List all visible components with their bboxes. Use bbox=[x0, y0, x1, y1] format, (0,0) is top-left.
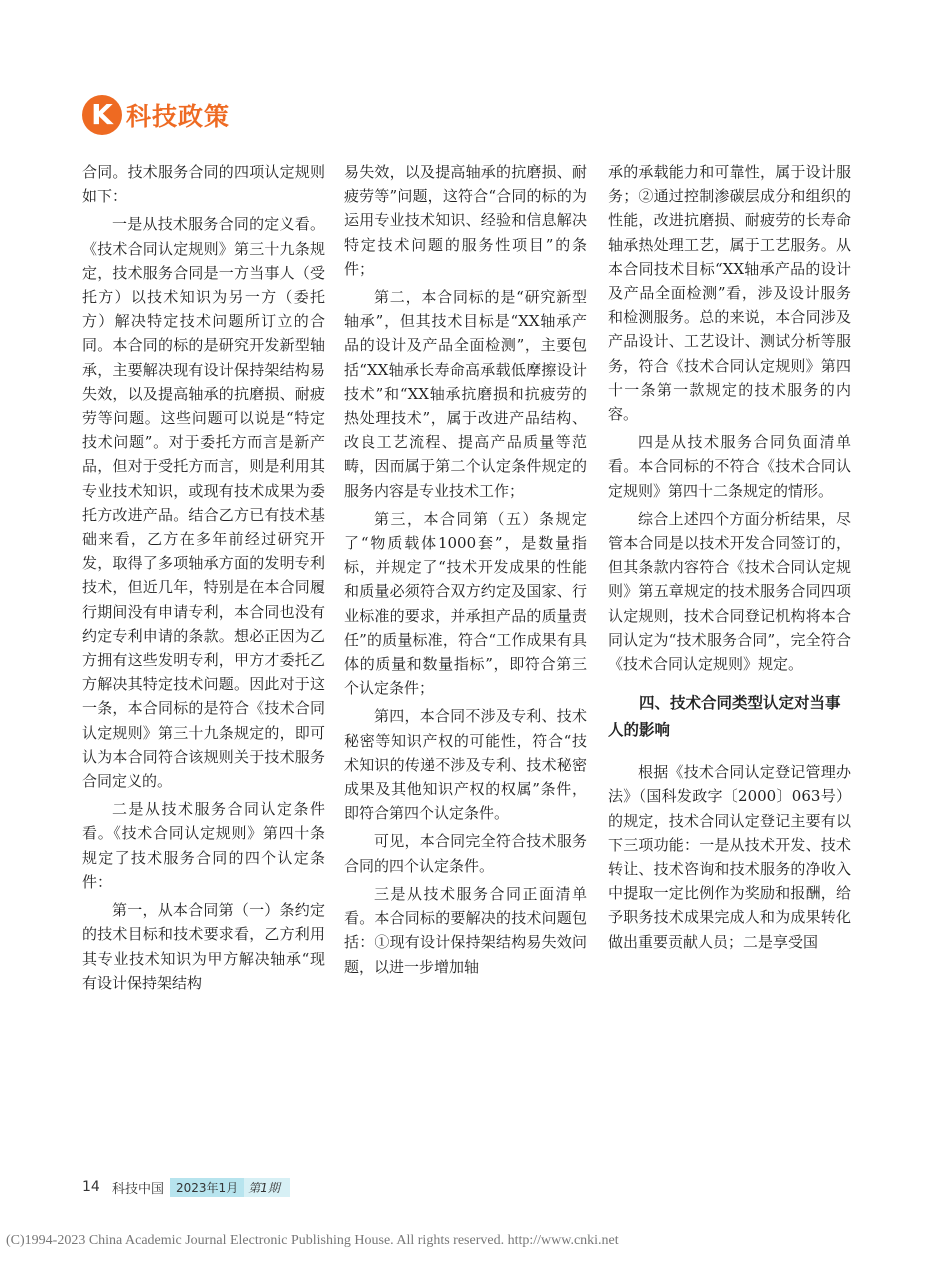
text-column-1 bbox=[82, 160, 325, 999]
paragraph: 三是从技术服务合同正面清单看。本合同标的要解决的技术问题包括：①现有设计保持架结构易失效问题，以进一步增加轴 bbox=[344, 884, 587, 976]
paragraph: 第四，本合同不涉及专利、技术秘密等知识产权的可能性，符合“技术知识的传递不涉及专利、技术秘密成果及其他知识产权的权属”条件，即符合第四个认定条件。 bbox=[344, 707, 587, 823]
page-number: 14 bbox=[82, 1179, 100, 1195]
paragraph: 二是从技术服务合同认定条件看。《技术合同认定规则》第四十条规定了技术服务合同的四个认定条件： bbox=[82, 800, 325, 891]
issue-number: 第1期 bbox=[244, 1178, 290, 1197]
paragraph: 可见，本合同完全符合技术服务合同的四个认定条件。 bbox=[344, 832, 587, 875]
journal-section-logo bbox=[82, 94, 230, 136]
paragraph: 根据《技术合同认定登记管理办法》（国科发政字〔2000〕063号）的规定，技术合同认定登记主要有以下三项功能：一是从技术开发、技术转让、技术咨询和技术服务的净收入中提取一定比例作为奖励和报酬，给予职务技术成果完成人和为成果转化做出重要贡献人员；二是享受国 bbox=[608, 763, 851, 951]
section-heading: 四、技术合同类型认定对当事人的影响 bbox=[608, 694, 841, 740]
paragraph: 第二，本合同标的是“研究新型轴承”，但其技术目标是“XX轴承产品的设计及产品全面检测”，主要包括“XX轴承长寿命高承载低摩擦设计技术”和“XX轴承抗磨损和抗疲劳的热处理技术”，属于改进产品结构、改良工艺流程、提高产品质量等范畴，因而属于第二个认定条件规定的服务内容是专业技术工作； bbox=[344, 288, 587, 500]
copyright-notice: (C)1994-2023 China Academic Journal Electronic Publishing House. All rights reserved. http://www.cnki.net bbox=[6, 1233, 619, 1248]
paragraph: 易失效，以及提高轴承的抗磨损、耐疲劳等”问题，这符合“合同的标的为运用专业技术知识、经验和信息解决特定技术问题的服务性项目”的条件； bbox=[344, 163, 587, 278]
paragraph: 第三，本合同第（五）条规定了“物质载体1000套”，是数量指标，并规定了“技术开发成果的性能和质量必须符合双方约定及国家、行业标准的要求，并承担产品的质量责任”的质量标准，符合“工作成果有具体的质量和数量指标”，即符合第三个认定条件； bbox=[344, 509, 587, 698]
paragraph: 第一，从本合同第（一）条约定的技术目标和技术要求看，乙方利用其专业技术知识为甲方解决轴承“现有设计保持架结构 bbox=[82, 901, 325, 992]
text-column-2 bbox=[344, 160, 587, 983]
text-column-3 bbox=[608, 160, 851, 958]
k-logo-icon bbox=[82, 95, 122, 135]
paragraph: 综合上述四个方面分析结果，尽管本合同是以技术开发合同签订的，但其条款内容符合《技术合同认定规则》第五章规定的技术服务合同四项认定规则，技术合同登记机构将本合同认定为“技术服务合同”，完全符合《技术合同认定规则》规定。 bbox=[608, 509, 851, 674]
section-title: 科技政策 bbox=[126, 102, 231, 131]
journal-name: 科技中国 bbox=[112, 1181, 165, 1197]
logo-letter: K bbox=[91, 98, 113, 131]
paragraph: 合同。技术服务合同的四项认定规则如下： bbox=[82, 163, 325, 206]
paragraph: 四是从技术服务合同负面清单看。本合同标的不符合《技术合同认定规则》第四十二条规定的情形。 bbox=[608, 433, 851, 500]
page-footer bbox=[82, 1177, 290, 1197]
paragraph: 一是从技术服务合同的定义看。《技术合同认定规则》第三十九条规定，技术服务合同是一方当事人（受托方）以技术知识为另一方（委托方）解决特定技术问题所订立的合同。本合同的标的是研究开发新型轴承，主要解决现有设计保持架结构易失效，以及提高轴承的抗磨损、耐疲劳等问题。这些问题可以说是“特定技术问题”。对于委托方而言是新产品，但对于受托方而言，则是利用其专业技术知识，或现有技术成果为委托方改进产品。结合乙方已有技术基础来看，乙方在多年前经过研究开发，取得了多项轴承方面的发明专利技术，但近几年，特别是在本合同履行期间没有申请专利，本合同也没有约定专利申请的条款。想必正因为乙方拥有这些发明专利，甲方才委托乙方解决其特定技术问题。因此对于这一条，本合同标的是符合《技术合同认定规则》第三十九条规定的，即可认为本合同符合该规则关于技术服务合同定义的。 bbox=[82, 215, 325, 791]
issue-date: 2023年1月 bbox=[170, 1178, 244, 1197]
paragraph: 承的承载能力和可靠性，属于设计服务；②通过控制渗碳层成分和组织的性能，改进抗磨损、耐疲劳的长寿命轴承热处理工艺，属于工艺服务。从本合同技术目标“XX轴承产品的设计及产品全面检测”看，涉及设计服务和检测服务。总的来说，本合同涉及产品设计、工艺设计、测试分析等服务，符合《技术合同认定规则》第四十一条第一款规定的技术服务的内容。 bbox=[608, 163, 851, 424]
